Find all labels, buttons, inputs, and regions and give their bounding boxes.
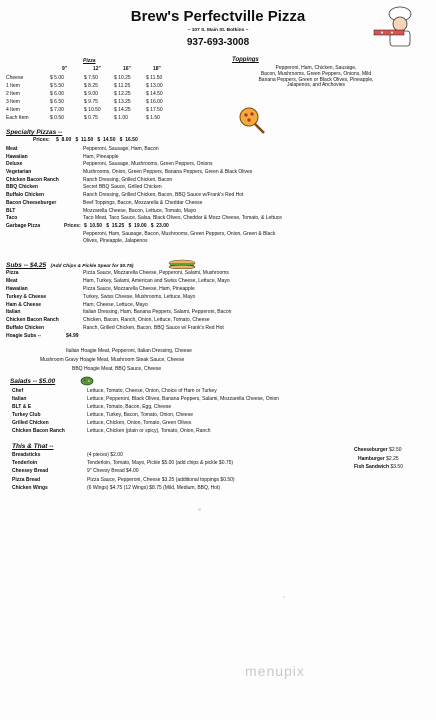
- item-desc: Beef Toppings, Bacon, Mozzarella & Cheddar Cheese: [83, 199, 203, 206]
- pizza-price: $ 1.50: [146, 115, 160, 121]
- menu-item: [6, 193, 426, 201]
- hoagie-label: Hoagie Subs --: [6, 333, 42, 340]
- menu-item: [354, 465, 432, 474]
- item-desc: Ham, Turkey, Salami, American and Swiss Cheese, Lettuce, Mayo: [83, 277, 230, 284]
- size-9: 9": [62, 66, 68, 72]
- pizza-price: $ 10.25: [114, 75, 131, 81]
- hoagie-subs-row: [6, 334, 426, 342]
- menu-item: [12, 486, 332, 494]
- pizza-price: $ 11.25: [114, 83, 131, 89]
- pizza-slice-icon: [235, 103, 267, 135]
- item-name: Buffalo Chicken: [6, 325, 45, 332]
- subs-header: [6, 262, 436, 270]
- garbage-prices-label: Prices:: [64, 222, 81, 229]
- hoagie-price: $4.99: [66, 333, 79, 340]
- item-name: BLT & E: [12, 404, 32, 410]
- item-name: Bacon Cheeseburger: [6, 199, 57, 206]
- restaurant-title: Brew's Perfectville Pizza: [130, 8, 306, 25]
- toppings-heading: Toppings: [232, 57, 259, 63]
- pizza-price: $ 1.00: [114, 115, 128, 121]
- menu-item: [12, 397, 432, 405]
- item-name: BLT: [6, 207, 16, 214]
- item-name: Meat: [6, 277, 18, 284]
- menu-item: [6, 310, 426, 318]
- pizza-price: $ 6.50: [50, 99, 64, 105]
- item-name: Chicken Bacon Ranch: [6, 317, 59, 324]
- pizza-row-name: 4 Item: [6, 107, 20, 113]
- pizza-price: $ 12.25: [114, 91, 131, 97]
- item-name: Italian: [6, 309, 21, 316]
- size-12: 12": [93, 66, 101, 72]
- this-that-heading: This & That --: [12, 443, 54, 450]
- item-price: $2.50: [389, 447, 402, 453]
- pizza-row: [6, 116, 182, 124]
- specialty-prices-label: Prices:: [33, 137, 50, 143]
- pizza-price: $ 11.50: [146, 75, 163, 81]
- pizza-price: $ 8.25: [84, 83, 98, 89]
- item-name: Fish Sandwich: [354, 464, 390, 470]
- subs-list: [6, 271, 426, 342]
- item-desc: Mushrooms, Onion, Green Peppers, Banana Peppers, Green & Black Olives: [83, 169, 253, 176]
- item-name: Hawaiian: [6, 285, 28, 292]
- item-desc: Ranch Dressing, Grilled Chicken, Bacon: [83, 176, 173, 183]
- menu-item: [6, 287, 426, 295]
- hoagie-line: Italian Hoagie Meat, Pepperoni, Italian Dressing, Cheese: [66, 348, 192, 354]
- pizza-price: $ 14.25: [114, 107, 131, 113]
- item-desc: Pizza Sauce, Mozzarella Cheese, Ham, Pineapple: [83, 285, 195, 292]
- toppings-line: Jalapenos, and Anchovies: [286, 82, 346, 89]
- pizza-price: $ 7.50: [84, 75, 98, 81]
- specialty-heading: Specialty Pizzas --: [6, 129, 63, 136]
- pizza-row-name: 3 Item: [6, 99, 20, 105]
- item-name: Tenderloin: [12, 460, 38, 467]
- item-desc: Lettuce, Tomato, Cheese, Onion, Choice of Ham or Turkey: [87, 388, 217, 394]
- chef-pizza-icon: [370, 4, 422, 50]
- item-desc: (6 Wings) $4.75 (12 Wings) $8.75 (Mild, Medium, BBQ, Hot): [87, 484, 221, 491]
- item-desc: Lettuce, Chicken, Onion, Tomato, Green Olives: [87, 420, 192, 426]
- item-name: Italian: [12, 396, 27, 402]
- item-desc: Tenderloin, Tomato, Mayo, Pickle $5.00 (add chips & pickle $0.75): [87, 460, 234, 467]
- specialty-list: [6, 147, 426, 247]
- item-desc: Mozzarella Cheese, Bacon, Lettuce, Tomato, Mayo: [83, 207, 197, 214]
- item-desc: Olives, Pineapple, Jalapenos: [83, 238, 148, 245]
- specialty-prices: $ 8.00 $ 11.50 $ 14.50 $ 16.50: [56, 137, 138, 143]
- item-name: Ham & Cheese: [6, 301, 42, 308]
- item-price: $2.25: [386, 455, 399, 462]
- toppings-line: Pepperoni, Ham, Chicken, Sausage,: [275, 65, 357, 71]
- item-name: BBQ Chicken: [6, 184, 38, 191]
- menu-item: [12, 413, 432, 421]
- item-name: Meat: [6, 146, 18, 152]
- pizza-price: $ 10.50: [84, 107, 101, 113]
- item-name: Chicken Bacon Ranch: [6, 176, 59, 183]
- pizza-table: [6, 76, 182, 124]
- garbage-prices: $ 10.50 $ 15.25 $ 19.00 $ 23.00: [84, 222, 169, 229]
- item-name: Turkey & Cheese: [6, 293, 47, 300]
- item-desc: Pepperoni, Ham, Sausage, Bacon, Mushrooms, Green Peppers, Onion, Green & Black: [83, 230, 276, 237]
- scan-speck: [198, 508, 201, 511]
- pizza-row-name: 2 Item: [6, 91, 20, 97]
- menu-item: [6, 178, 426, 186]
- item-name: Deluxe: [6, 161, 23, 168]
- item-desc: Lettuce, Pepperoni, Black Olives, Banana Peppers, Salami, Mozzarella Cheese, Onion: [87, 396, 280, 402]
- item-name: Vegetarian: [6, 169, 32, 176]
- item-name: Turkey Club: [12, 412, 41, 418]
- menu-item: [6, 295, 426, 303]
- pizza-row-name: 1 Item: [6, 83, 20, 89]
- toppings-line: Banana Peppers, Green or Black Olives, Pineapple,: [258, 76, 374, 83]
- salads-heading: Salads -- $5.00: [10, 378, 56, 385]
- pizza-price: $ 16.00: [146, 99, 163, 105]
- item-desc: Ranch Dressing, Grilled Chicken, Bacon, BBQ Sauce w/Frank's Red Hot: [83, 192, 244, 199]
- menu-item: [6, 170, 426, 178]
- menu-item: [12, 461, 332, 469]
- item-name: Hamburger: [358, 455, 385, 462]
- item-name: Pizza: [6, 270, 19, 276]
- hoagie-line: BBQ Hoagie Meat, BBQ Sauce, Cheese: [72, 366, 162, 372]
- item-desc: Secret BBQ Sauce, Grilled Chicken: [83, 184, 162, 191]
- hoagie-line: Mushroom Gravy Hoagie Meat, Mushroom Steak Sauce, Cheese: [40, 357, 185, 363]
- restaurant-phone: 937-693-3008: [186, 37, 250, 48]
- item-desc: Pepperoni, Sausage, Ham, Bacon: [83, 146, 159, 152]
- pizza-price: $ 0.50: [50, 115, 64, 121]
- item-desc: Pizza Sauce, Pepperoni, Cheese $3.25 (additional toppings $0.50): [87, 476, 235, 483]
- pizza-price: $ 13.00: [146, 83, 163, 89]
- item-name: Pizza Bread: [12, 476, 41, 483]
- menu-item: [6, 201, 426, 209]
- item-name: Grilled Chicken: [12, 420, 49, 426]
- sub-sandwich-icon: [168, 259, 196, 269]
- item-desc: Lettuce, Tomato, Bacon, Egg, Cheese: [87, 404, 172, 410]
- item-name: Hawaiian: [6, 153, 28, 160]
- item-name: Chicken Wings: [12, 484, 48, 491]
- watermark-text: menupix: [245, 663, 305, 679]
- item-name: Garbage Pizza: [6, 222, 41, 229]
- pizza-price: $ 17.50: [146, 107, 163, 113]
- pizza-price: $ 13.25: [114, 99, 131, 105]
- salad-bowl-icon: [80, 376, 94, 386]
- item-desc: Ham, Pineapple: [83, 153, 119, 160]
- pizza-price: $ 9.00: [84, 91, 98, 97]
- pizza-heading: Pizza: [83, 58, 96, 64]
- restaurant-address: ~ 107 S. Main St. Botkins ~: [187, 28, 249, 33]
- this-that-list: [12, 453, 332, 494]
- item-desc: 9" Cheesy Bread $4.00: [87, 468, 139, 475]
- item-desc: Ham, Cheese, Lettuce, Mayo: [83, 301, 148, 308]
- menu-item: [12, 429, 432, 437]
- item-name: Chicken Bacon Ranch: [12, 428, 65, 434]
- item-name: Cheeseburger: [354, 447, 388, 453]
- garbage-desc-row: [6, 232, 426, 240]
- item-name: Breadsticks: [12, 452, 41, 458]
- toppings-list: [196, 66, 436, 89]
- item-desc: (4 pieces) $2.00: [87, 452, 123, 458]
- pizza-price: $ 6.00: [50, 91, 64, 97]
- sandwich-list: [354, 448, 432, 474]
- item-desc: Ranch, Grilled Chicken, Bacon, BBQ Sauce w/ Frank's Red Hot: [83, 325, 224, 332]
- item-desc: Italian Dressing, Ham, Banana Peppers, Salami, Pepperoni, Bacon: [83, 309, 232, 316]
- item-desc: Lettuce, Chicken (plain or spicy), Tomato, Onion, Ranch: [87, 428, 211, 434]
- menu-item: [6, 279, 426, 287]
- item-desc: Taco Meat, Taco Sauce, Salsa, Black Olives, Cheddar & Mozz Cheese, Tomato, & Lettuce: [83, 215, 283, 222]
- menu-item: [12, 421, 432, 429]
- pizza-price: $ 7.00: [50, 107, 64, 113]
- item-desc: Pepperoni, Sausage, Mushrooms, Green Peppers, Onions: [83, 161, 213, 168]
- item-desc: Turkey, Swiss Cheese, Mushrooms, Lettuce, Mayo: [83, 293, 196, 300]
- menu-item: [12, 405, 432, 413]
- item-name: Chef: [12, 388, 24, 394]
- item-price: $3.50: [390, 464, 403, 470]
- item-name: Cheesey Bread: [12, 468, 49, 475]
- subs-note: (Add Chips & Pickle Spear for $0.75): [50, 264, 134, 269]
- salads-list: [12, 389, 432, 437]
- pizza-price: $ 0.75: [84, 115, 98, 121]
- item-desc: Lettuce, Turkey, Bacon, Tomato, Onion, Cheese: [87, 412, 193, 418]
- pizza-price: $ 5.00: [50, 75, 64, 81]
- pizza-row-name: Each Item: [6, 115, 29, 121]
- toppings-line: Bacon, Mushrooms, Green Peppers, Onions, Mild: [260, 70, 372, 77]
- item-name: Buffalo Chicken: [6, 192, 45, 199]
- pizza-price: $ 9.75: [84, 99, 98, 105]
- size-16: 16": [123, 66, 131, 72]
- menu-item: [6, 147, 426, 155]
- pizza-row-name: Cheese: [6, 75, 24, 81]
- item-desc: Chicken, Bacon, Ranch, Onion, Lettuce, Tomato, Cheese: [83, 317, 210, 324]
- size-18: 18": [153, 66, 161, 72]
- garbage-desc-row: [6, 239, 426, 247]
- menu-item: [6, 155, 426, 163]
- pizza-price: $ 5.50: [50, 83, 64, 89]
- item-name: Taco: [6, 215, 18, 222]
- pizza-price: $ 14.50: [146, 91, 163, 97]
- item-desc: Pizza Sauce, Mozzarella Cheese, Pepperoni, Salami, Mushrooms: [83, 270, 229, 276]
- subs-heading: Subs -- $4.25: [6, 262, 47, 269]
- scan-speck: [283, 596, 285, 598]
